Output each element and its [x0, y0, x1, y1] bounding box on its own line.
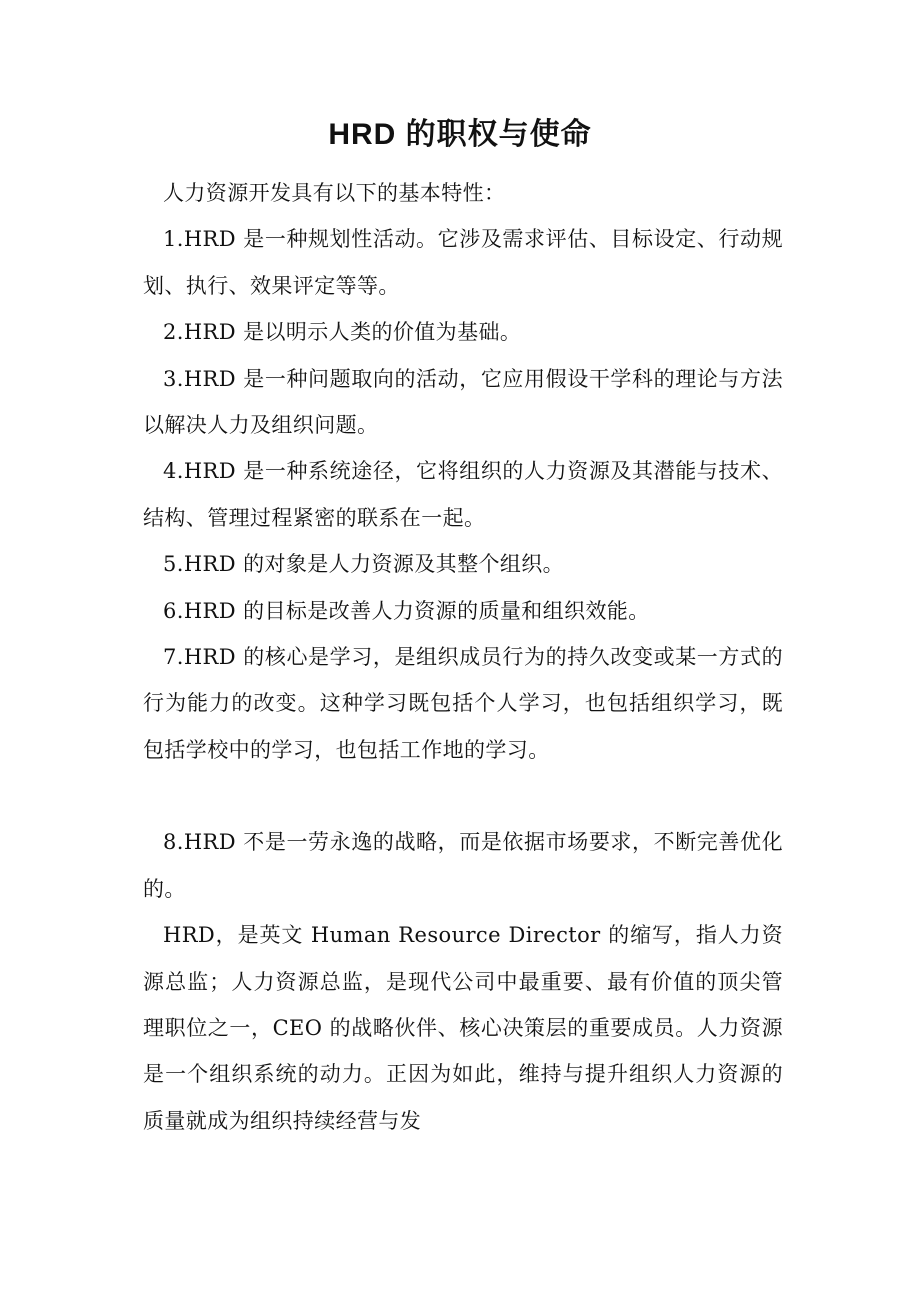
paragraph-item-1: 1.HRD 是一种规划性活动。它涉及需求评估、目标设定、行动规划、执行、效果评定等等。: [143, 227, 783, 298]
paragraph-intro: 人力资源开发具有以下的基本特性：: [163, 181, 506, 205]
paragraph-item-7: 7.HRD 的核心是学习，是组织成员行为的持久改变或某一方式的行为能力的改变。这种学习既包括个人学习，也包括组织学习，既包括学校中的学习，也包括工作地的学习。: [143, 645, 783, 762]
paragraph-item-4: 4.HRD 是一种系统途径，它将组织的人力资源及其潜能与技术、结构、管理过程紧密的联系在一起。: [143, 459, 783, 530]
paragraph-hrd-definition: HRD，是英文 Human Resource Director 的缩写，指人力资源总监；人力资源总监，是现代公司中最重要、最有价值的顶尖管理职位之一，CEO 的战略伙伴、核心决策层的重要成员。人力资源是一个组织系统的动力。正因为如此，维持与提升组织人力资源的质量就成为组织持续经营与发: [143, 923, 783, 1133]
paragraph-item-3: 3.HRD 是一种问题取向的活动，它应用假设干学科的理论与方法以解决人力及组织问题。: [143, 366, 783, 438]
paragraph-item-6: 6.HRD 的目标是改善人力资源的质量和组织效能。: [163, 598, 650, 623]
document-body: [143, 170, 783, 1144]
document-title: HRD 的职权与使命: [328, 118, 592, 151]
paragraph-item-8: 8.HRD 不是一劳永逸的战略，而是依据市场要求，不断完善优化的。: [143, 830, 783, 901]
paragraph-item-2: 2.HRD 是以明示人类的价值为基础。: [163, 320, 522, 345]
paragraph-item-5: 5.HRD 的对象是人力资源及其整个组织。: [163, 552, 565, 577]
